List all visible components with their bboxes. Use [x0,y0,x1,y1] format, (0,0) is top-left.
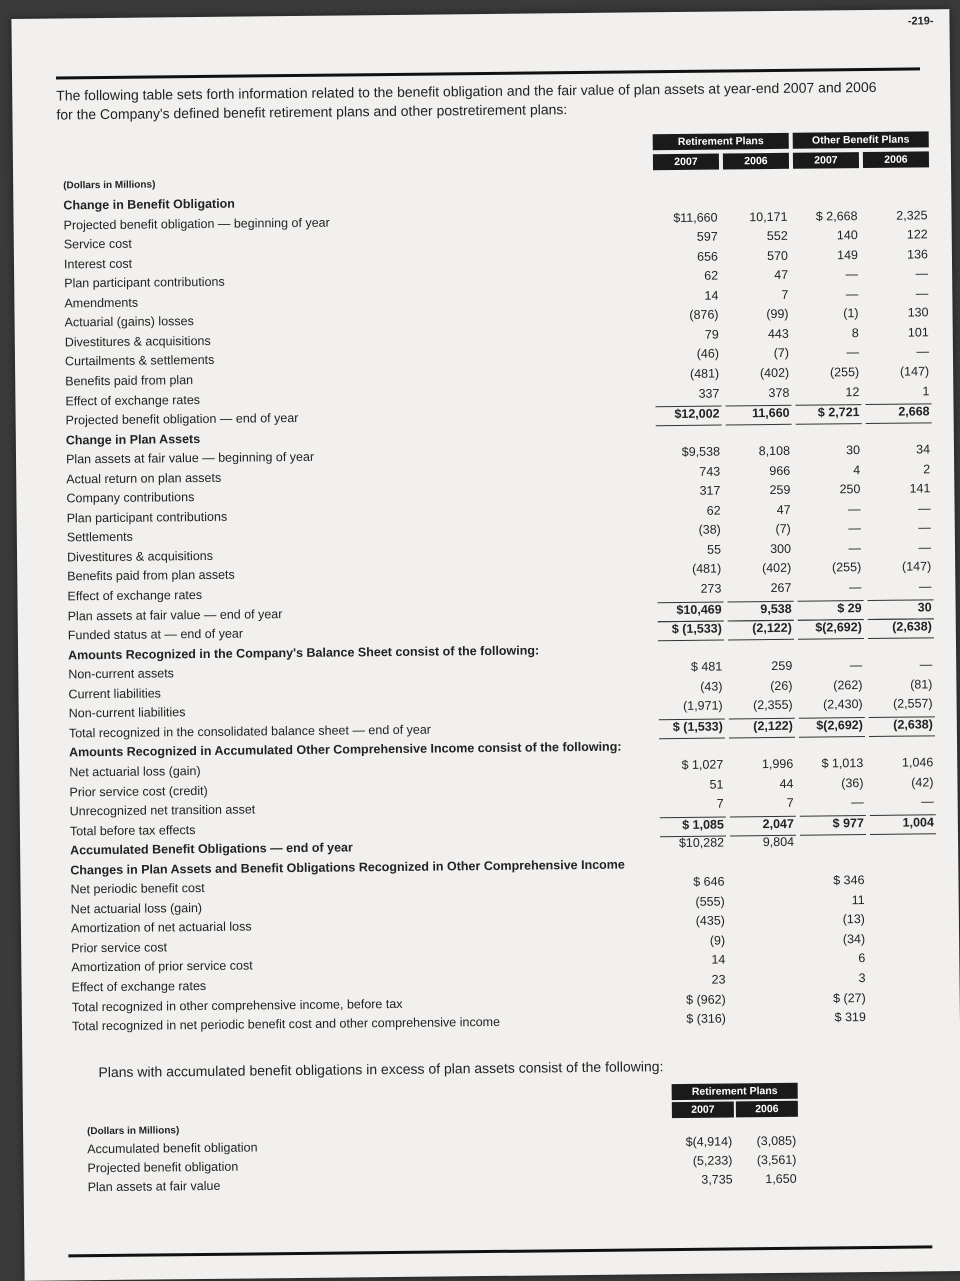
table-cell: (402) [759,365,790,381]
table-cell: 570 [767,248,789,263]
table-cell: 79 [704,327,719,342]
table-cell: 11,660 [726,405,792,426]
unit-label: (Dollars in Millions) [63,179,156,192]
table-cell: (99) [766,307,789,322]
table-cell: 656 [697,249,719,264]
row-label: Projected benefit obligation — end of year [65,411,299,428]
table-cell: 378 [768,385,790,400]
table-cell: 62 [706,503,721,518]
table-cell [796,424,862,443]
table-cell: (36) [841,775,864,790]
table-cell: — [848,580,862,595]
table-cell: 3 [858,971,866,986]
table-cell [872,990,938,1009]
row-label: Unrecognized net transition asset [69,802,256,819]
table-cell: — [851,795,864,810]
table-cell: — [845,267,859,282]
table-cell: (81) [910,677,933,692]
row-label: Interest cost [63,256,133,272]
row-label: Non-current liabilities [68,705,186,721]
table-cell: $10,282 [678,835,725,851]
table-cell: — [846,345,860,360]
table-cell: $ 977 [800,815,866,836]
table-cell [793,189,859,208]
retirement-plans-header-2: Retirement Plans [672,1083,798,1100]
table-cell: (2,430) [822,697,863,712]
table-cell: $ (1,533) [659,718,725,739]
table-cell: (255) [831,560,862,575]
table-cell [730,874,796,893]
section-heading: Changes in Plan Assets and Benefit Obligations Recognized in Other Comprehensive Income [70,857,625,878]
table-cell: 317 [699,483,721,499]
table-cell: — [919,657,933,672]
row-label: Accumulated benefit obligation [87,1140,258,1157]
table-cell: 149 [837,247,859,262]
table-cell [731,933,797,952]
table-cell [870,873,936,892]
table-cell: (555) [695,894,725,909]
table-cell: 101 [907,325,929,340]
table-cell [726,424,792,443]
row-label: Actual return on plan assets [66,470,222,487]
table-cell: 62 [704,268,719,283]
table-cell: $(2,692) [798,619,864,640]
table-cell: (13) [842,912,865,927]
row-label: Divestitures & acquisitions [66,548,214,565]
table-cell: $ (27) [832,990,866,1005]
table-cell: 9,804 [762,834,795,850]
table-cell: 3,735 [701,1172,733,1187]
year-header-2007: 2007 [672,1101,734,1118]
table-cell [871,951,937,970]
table-cell: 4 [853,462,861,477]
table-cell: — [918,540,932,555]
bottom-rule [68,1245,932,1257]
year-header-ret-2006: 2006 [723,153,789,170]
table-cell: (42) [911,774,934,790]
second-table-intro: Plans with accumulated benefit obligations in excess of plan assets consist of the following: [98,1058,664,1081]
table-cell: (147) [899,364,930,379]
table-cell: 30 [846,443,861,458]
row-label: Amendments [64,295,139,311]
table-cell: (2,122) [728,620,794,641]
row-label: Amortization of net actuarial loss [70,919,252,936]
table-cell [872,1009,938,1028]
table-cell: 47 [774,268,789,283]
table-cell [731,894,797,913]
table-cell: $ 481 [690,659,723,675]
table-cell: (435) [695,913,725,929]
table-cell [800,834,866,853]
table-cell: 51 [709,777,724,792]
other-benefit-plans-header: Other Benefit Plans [793,131,929,148]
table-cell: (2,638) [869,716,935,737]
table-cell [658,640,724,659]
table-cell [866,423,932,442]
table-cell [729,737,795,756]
table-cell: (3,561) [756,1152,797,1168]
table-cell: $11,660 [673,210,718,225]
table-cell: $ 2,721 [796,404,862,425]
table-cell: — [918,579,932,594]
page-number: -219- [907,15,934,28]
table-cell [732,991,798,1010]
table-cell: (3,085) [756,1133,797,1149]
table-cell: 966 [769,463,791,478]
table-cell: $9,538 [681,444,721,460]
year-header-other-2007: 2007 [793,152,859,169]
table-cell: 6 [858,951,866,966]
table-cell: (1) [843,306,859,321]
table-cell: $12,002 [656,406,722,427]
table-cell: — [918,520,931,535]
table-cell: $ 1,027 [681,757,724,772]
table-cell: — [848,521,861,536]
table-cell: 2,668 [865,403,931,424]
row-label: Total recognized in other comprehensive income, before tax [71,996,403,1014]
table-cell: 337 [698,386,720,401]
row-label: Net actuarial loss (gain) [69,763,201,780]
table-cell: 14 [704,288,719,303]
table-cell: 122 [906,227,928,242]
row-label: Total recognized in the consolidated balance sheet — end of year [68,722,432,741]
top-rule [56,67,920,79]
row-label: Settlements [66,530,133,545]
table-cell: (38) [698,522,721,538]
table-cell [659,738,725,757]
unit-label-2: (Dollars in Millions) [87,1125,180,1138]
table-cell: 1,996 [761,756,794,772]
row-label: Effect of exchange rates [71,978,207,995]
table-cell: 267 [770,580,792,596]
table-cell: $ 319 [834,1010,866,1025]
row-label: Plan assets at fair value [87,1178,221,1195]
table-cell [728,639,794,658]
section-heading: Amounts Recognized in Accumulated Other Comprehensive Income consist of the following: [69,739,622,760]
benefit-obligation-table [63,127,933,1056]
table-cell: 130 [907,305,929,320]
row-label: Net actuarial loss (gain) [70,900,203,917]
table-cell: (43) [700,679,723,694]
row-label: Benefits paid from plan assets [67,568,235,584]
table-cell: — [849,658,863,673]
table-cell: 1,004 [870,814,936,835]
table-cell: (26) [770,678,793,693]
table-cell [731,952,797,971]
table-cell [731,972,797,991]
table-cell: (481) [689,366,720,381]
table-cell: 552 [766,228,788,244]
table-cell [868,638,934,657]
section-heading: Amounts Recognized in the Company's Balance Sheet consist of the following: [68,643,540,663]
table-cell: 23 [711,972,726,987]
section-heading: Change in Plan Assets [65,431,201,447]
table-cell [723,190,789,209]
table-cell: $ 346 [833,873,865,888]
table-cell: 259 [771,658,793,674]
table-cell: 1,650 [765,1171,797,1187]
table-cell: — [915,266,929,281]
table-cell: $ 646 [693,874,725,890]
row-label: Company contributions [66,490,195,506]
table-cell [656,425,722,444]
table-cell: $10,469 [658,601,724,622]
table-cell: 250 [839,482,861,497]
table-cell: 55 [707,542,722,557]
table-cell: (5,233) [692,1153,733,1168]
table-cell: 7 [781,287,789,302]
document-page [11,9,960,1281]
row-label: Projected benefit obligation [87,1159,239,1176]
table-cell: — [921,794,934,809]
year-header-2006: 2006 [736,1101,798,1118]
table-cell: 443 [767,326,789,341]
table-cell: 743 [699,464,721,479]
table-cell: 141 [909,481,931,496]
table-cell: 7 [786,795,794,810]
table-cell: $ (962) [686,992,726,1007]
table-cell [660,855,726,874]
table-cell: (1,971) [682,698,723,714]
table-cell: 8 [851,325,859,341]
row-label: Total before tax effects [69,822,196,838]
table-cell: 259 [769,483,791,498]
table-cell: (2,122) [729,718,795,739]
table-cell: 10,171 [749,209,788,224]
table-cell: 2 [923,462,931,477]
row-label: Prior service cost (credit) [69,783,208,799]
table-cell [798,639,864,658]
table-cell [870,853,936,872]
table-cell [731,913,797,932]
row-label: Plan participant contributions [66,509,228,526]
row-label: Divestitures & acquisitions [64,333,211,350]
table-cell: $ (1,533) [658,621,724,642]
table-cell: — [918,501,931,516]
table-cell: (876) [689,307,719,323]
row-label: Plan assets at fair value — end of year [67,606,283,623]
table-cell: 14 [711,952,726,968]
table-cell: 140 [836,228,858,243]
table-cell [863,188,929,207]
section-heading: Accumulated Benefit Obligations — end of year [70,840,353,858]
row-label: Prior service cost [71,940,168,956]
row-label: Curtailments & settlements [64,353,215,369]
table-cell: — [915,286,929,301]
row-label: Plan assets at fair value — beginning of year [65,449,315,467]
table-cell: 7 [716,796,724,811]
table-cell: 12 [845,384,860,399]
row-label: Projected benefit obligation — beginning of year [63,215,330,232]
table-cell: $ (316) [686,1011,726,1027]
table-cell: $ 1,085 [660,816,726,837]
table-cell: (147) [901,559,932,575]
row-label: Actuarial (gains) losses [64,314,194,330]
table-cell: — [845,286,859,301]
row-label: Effect of exchange rates [67,587,203,604]
table-cell: $ 2,668 [815,208,858,224]
table-cell: 300 [770,541,792,556]
table-cell [799,736,865,755]
table-cell: — [848,540,862,556]
year-header-other-2006: 2006 [863,151,929,168]
table-cell: (7) [773,346,790,361]
table-cell: (2,557) [892,696,933,712]
row-label: Benefits paid from plan [65,373,194,389]
table-cell [871,912,937,931]
table-cell: $(4,914) [685,1134,733,1149]
table-cell: (9) [709,933,726,948]
table-cell: $(2,692) [799,717,865,738]
table-cell: 273 [700,581,722,596]
table-cell: 1 [922,383,930,398]
abo-excess-table [87,1083,808,1211]
table-cell: 2,325 [896,207,928,223]
table-cell [730,854,796,873]
row-label: Non-current assets [68,666,174,682]
row-label: Amortization of prior service cost [71,958,253,975]
row-label: Net periodic benefit cost [70,881,205,897]
table-cell: (46) [696,346,720,362]
table-cell [869,736,935,755]
year-header-ret-2007: 2007 [653,154,719,171]
table-cell: (34) [842,931,866,947]
table-cell: (255) [829,365,860,380]
table-cell [871,970,937,989]
table-cell [653,191,719,210]
table-cell: (402) [761,561,792,576]
table-cell: (481) [691,561,722,577]
table-cell [800,854,866,873]
table-cell: 136 [906,247,929,262]
table-cell: (262) [833,677,863,693]
row-label: Current liabilities [68,686,161,702]
table-cell: (7) [775,522,791,537]
table-cell: 11 [851,892,865,907]
table-cell: 34 [915,442,931,457]
table-cell: $ 1,013 [821,756,864,771]
section-heading: Change in Benefit Obligation [63,196,235,213]
table-cell: 9,538 [728,600,794,621]
table-cell: (2,638) [868,618,934,639]
table-cell: 47 [776,502,791,517]
table-cell: (2,355) [752,698,793,713]
table-cell [871,931,937,950]
table-cell: 44 [779,776,794,791]
row-label: Service cost [63,236,132,252]
row-label: Effect of exchange rates [65,392,201,408]
table-cell: 2,047 [730,815,796,836]
table-cell: 1,046 [901,755,934,770]
table-cell: 30 [868,599,934,620]
row-label: Total recognized in net periodic benefit cost and other comprehensive income [71,1014,501,1034]
table-cell: $ 29 [798,600,864,621]
table-cell: 8,108 [758,443,791,459]
table-cell [870,833,936,852]
retirement-plans-header: Retirement Plans [653,133,789,150]
table-cell: — [848,501,861,517]
table-cell [871,892,937,911]
row-label: Funded status at — end of year [67,626,244,643]
intro-paragraph: The following table sets forth information related to the benefit obligation and the fair value of plan assets at year-end 2007 and 2006 for the Company's defined benefit retirement plans and other postretirement plans: [56,78,877,123]
table-cell [732,1011,798,1030]
table-cell: 597 [696,229,718,244]
row-label: Plan participant contributions [64,274,225,291]
table-cell: — [916,344,930,359]
